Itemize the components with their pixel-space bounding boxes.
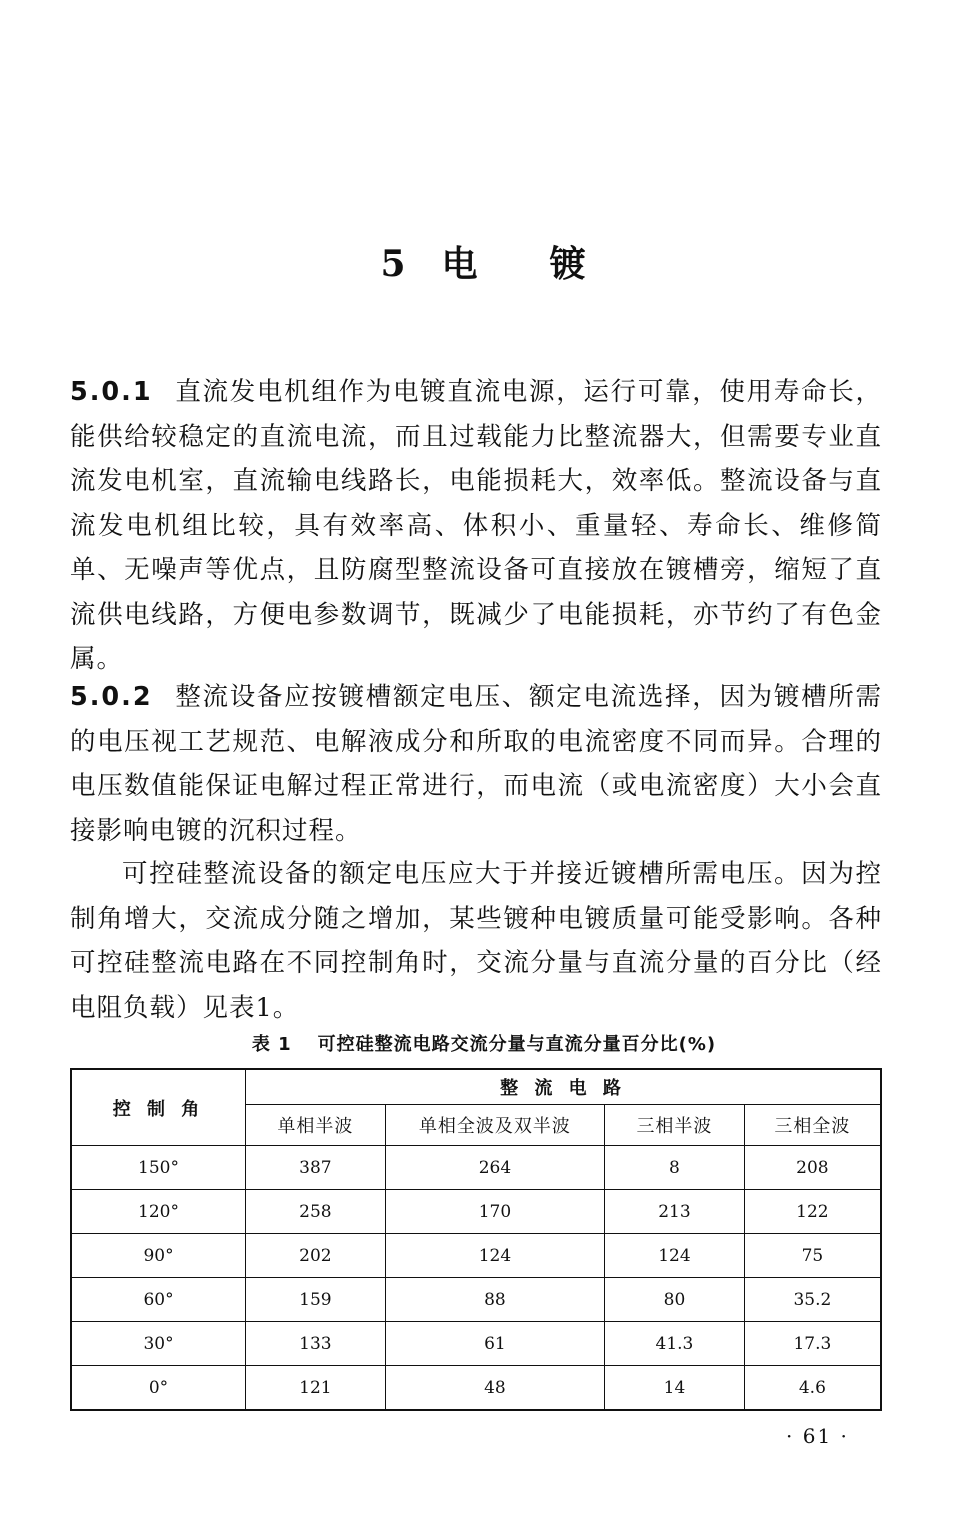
table-cell: 122 xyxy=(744,1190,881,1234)
clause-text: 直流发电机组作为电镀直流电源，运行可靠，使用寿命长，能供给较稳定的直流电流，而且过载能力比整流器大，但需要专业直流发电机室，直流输电线路长，电能损耗大，效率低。整流设备与直流发电机组比较，具有效率高、体积小、重量轻、寿命长、维修简单、无噪声等优点，且防腐型整流设备可直接放在镀槽旁，缩短了直流供电线路，方便电参数调节，既减少了电能损耗，亦节约了有色金属。 xyxy=(70,377,882,674)
clause-number: 5.0.1 xyxy=(70,377,153,407)
table-cell: 88 xyxy=(385,1278,604,1322)
table-cell: 258 xyxy=(246,1190,386,1234)
table-row xyxy=(71,1278,881,1322)
table-cell: 208 xyxy=(744,1146,881,1190)
clause-5-0-2 xyxy=(70,675,882,853)
table-row xyxy=(71,1234,881,1278)
column-header: 三相全波 xyxy=(744,1105,881,1146)
clause-text: 整流设备应按镀槽额定电压、额定电流选择，因为镀槽所需的电压视工艺规范、电解液成分和所取的电流密度不同而异。合理的电压数值能保证电解过程正常进行，而电流（或电流密度）大小会直接影响电镀的沉积过程。 xyxy=(70,682,882,846)
chapter-title xyxy=(0,236,968,287)
chapter-number: 5 xyxy=(380,243,408,285)
cell-angle: 120° xyxy=(71,1190,246,1234)
table-cell: 124 xyxy=(605,1234,745,1278)
cell-angle: 0° xyxy=(71,1366,246,1411)
table-caption xyxy=(0,1030,968,1056)
table-cell: 159 xyxy=(246,1278,386,1322)
table-cell: 14 xyxy=(605,1366,745,1411)
chapter-title-part2: 镀 xyxy=(549,243,588,285)
table-cell: 133 xyxy=(246,1322,386,1366)
table-cell: 213 xyxy=(605,1190,745,1234)
table-cell: 61 xyxy=(385,1322,604,1366)
table-cell: 75 xyxy=(744,1234,881,1278)
column-header: 单相全波及双半波 xyxy=(385,1105,604,1146)
table-caption-title: 可控硅整流电路交流分量与直流分量百分比(%) xyxy=(317,1034,717,1055)
table-row xyxy=(71,1146,881,1190)
table-cell: 202 xyxy=(246,1234,386,1278)
table-cell: 124 xyxy=(385,1234,604,1278)
column-header: 单相半波 xyxy=(246,1105,386,1146)
column-header: 三相半波 xyxy=(605,1105,745,1146)
table-cell: 387 xyxy=(246,1146,386,1190)
table-cell: 4.6 xyxy=(744,1366,881,1411)
table-row xyxy=(71,1190,881,1234)
table-cell: 48 xyxy=(385,1366,604,1411)
table-row xyxy=(71,1366,881,1411)
paragraph-scr-rating: 可控硅整流设备的额定电压应大于并接近镀槽所需电压。因为控制角增大，交流成分随之增加，某些镀种电镀质量可能受影响。各种可控硅整流电路在不同控制角时，交流分量与直流分量的百分比（经电阻负载）见表1。 xyxy=(70,859,882,1023)
table-cell: 264 xyxy=(385,1146,604,1190)
cell-angle: 60° xyxy=(71,1278,246,1322)
table-cell: 41.3 xyxy=(605,1322,745,1366)
table-cell: 8 xyxy=(605,1146,745,1190)
header-control-angle: 控 制 角 xyxy=(71,1069,246,1146)
chapter-title-part1: 电 xyxy=(441,243,480,285)
clause-5-0-1 xyxy=(70,370,882,682)
table-cell: 80 xyxy=(605,1278,745,1322)
cell-angle: 90° xyxy=(71,1234,246,1278)
table-cell: 35.2 xyxy=(744,1278,881,1322)
cell-angle: 30° xyxy=(71,1322,246,1366)
rectifier-ac-dc-table xyxy=(70,1068,882,1411)
table-cell: 121 xyxy=(246,1366,386,1411)
table-row xyxy=(71,1322,881,1366)
header-rectifier-circuit: 整 流 电 路 xyxy=(246,1069,881,1105)
cell-angle: 150° xyxy=(71,1146,246,1190)
page-number: · 61 · xyxy=(786,1424,849,1448)
clause-number: 5.0.2 xyxy=(70,682,153,712)
table-cell: 170 xyxy=(385,1190,604,1234)
table-cell: 17.3 xyxy=(744,1322,881,1366)
table-caption-number: 表 1 xyxy=(251,1034,292,1055)
